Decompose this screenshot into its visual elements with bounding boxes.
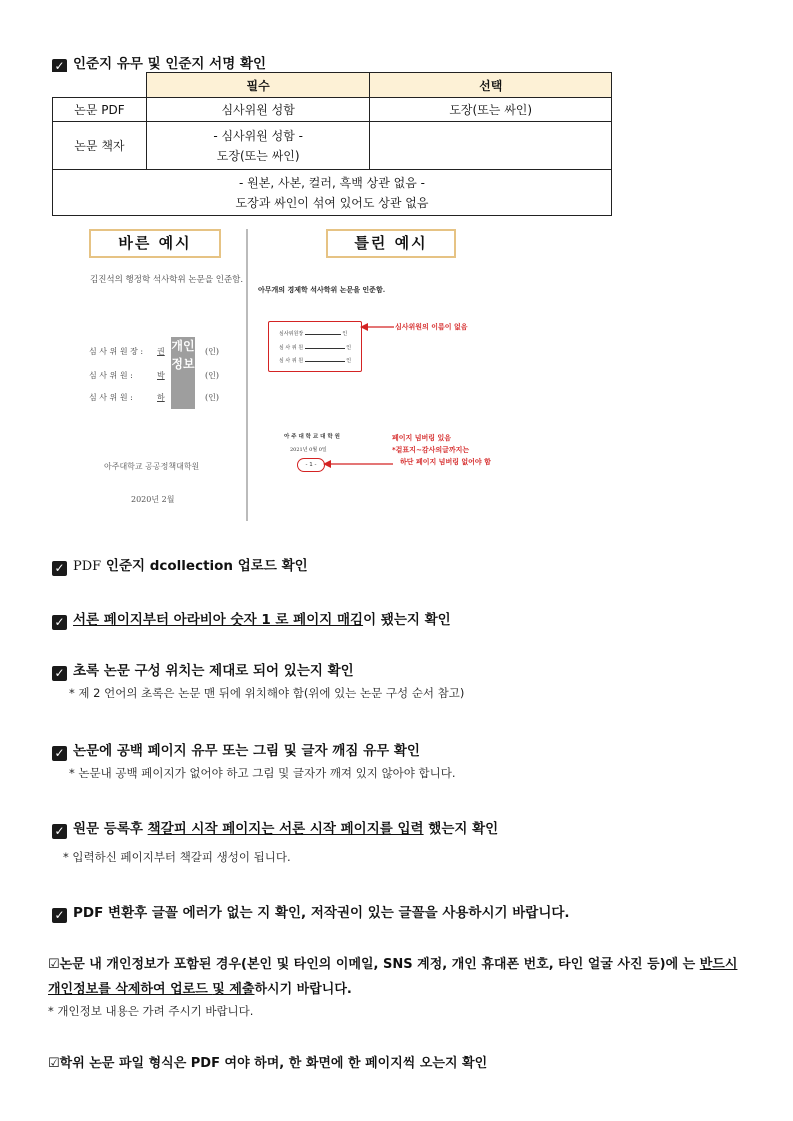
annotation-line: 페이지 넘버링 있음 bbox=[392, 434, 451, 442]
footer-line: 도장과 싸인이 섞여 있어도 상관 없음 bbox=[235, 195, 429, 210]
format-item bbox=[48, 1052, 487, 1071]
checkbox-checked-icon: ✓ bbox=[52, 59, 67, 74]
required-cell: 심사위원 성함 bbox=[146, 98, 370, 122]
item-text: 초록 논문 구성 위치는 제대로 되어 있는지 확인 bbox=[73, 663, 354, 679]
required-cell bbox=[146, 122, 370, 170]
judge-name: 박 bbox=[157, 371, 165, 380]
wrong-date: 2021년 0월 0일 bbox=[290, 447, 327, 453]
judge-seal: 인 bbox=[342, 331, 348, 337]
item-text-pdf: PDF bbox=[73, 559, 102, 574]
example-divider bbox=[246, 229, 248, 521]
judge-seal: (인) bbox=[205, 347, 219, 356]
judge-name: 하 bbox=[157, 393, 165, 402]
table-row-pdf bbox=[53, 98, 612, 122]
approval-requirements-table bbox=[52, 72, 612, 216]
arrow-left-icon bbox=[360, 322, 394, 332]
table-corner-cell bbox=[53, 73, 147, 98]
privacy-text-underlined: 개인정보를 삭제하여 업로드 bbox=[48, 982, 213, 997]
item-text: 원문 등록후 bbox=[73, 821, 148, 837]
wrong-school: 아 주 대 학 교 대 학 원 bbox=[284, 434, 340, 440]
required-line: - 심사위원 성함 - bbox=[213, 128, 303, 143]
checklist-item-bookmark bbox=[52, 817, 498, 839]
item-text: 논문에 공백 페이지 유무 또는 그림 및 글자 깨짐 유무 확인 bbox=[73, 743, 420, 759]
correct-school: 아주대학교 공공정책대학원 bbox=[104, 462, 200, 471]
wrong-intro: 아무개의 경제학 석사학위 논문을 인준함. bbox=[258, 285, 386, 294]
checkbox-checked-icon: ✓ bbox=[52, 746, 67, 761]
wrong-page-number: - 1 - bbox=[297, 458, 325, 472]
item-text: 인준지 dcollection 업로드 확인 bbox=[101, 558, 308, 574]
arrow-left-icon bbox=[323, 459, 393, 469]
required-line: 도장(또는 싸인) bbox=[216, 148, 300, 163]
checkbox-checked-icon: ✓ bbox=[52, 908, 67, 923]
header-optional: 선택 bbox=[370, 73, 612, 98]
checklist-item-page-numbering bbox=[52, 608, 451, 630]
table-header-row bbox=[53, 73, 612, 98]
judge-seal: (인) bbox=[205, 371, 219, 380]
wrong-example-label: 틀린 예시 bbox=[326, 229, 456, 258]
correct-date: 2020년 2월 bbox=[131, 495, 175, 504]
row-label: 논문 책자 bbox=[53, 122, 147, 170]
item-text: 했는지 확인 bbox=[423, 821, 499, 837]
table-footer-row bbox=[53, 170, 612, 216]
annotation-line: 하단 페이지 넘버링 없어야 함 bbox=[400, 458, 491, 466]
checkbox-outline-icon: ☑ bbox=[48, 1056, 60, 1071]
checklist-note-bookmark: * 입력하신 페이지부터 책갈피 생성이 됩니다. bbox=[63, 850, 291, 864]
annotation-page-numbering bbox=[392, 432, 491, 468]
judge-name-blank bbox=[305, 334, 341, 335]
annotation-line: *겉표지~감사의글까지는 bbox=[392, 446, 470, 454]
judge-seal: (인) bbox=[205, 393, 219, 402]
footer-line: - 원본, 사본, 컬러, 흑백 상관 없음 - bbox=[239, 175, 425, 190]
judge-role: 심 사 위 원 장 : bbox=[89, 347, 144, 356]
section-approval-title: 인준지 유무 및 인준지 서명 확인 bbox=[73, 56, 267, 72]
wrong-judge-row bbox=[279, 357, 351, 364]
judge-name-blank bbox=[305, 361, 345, 362]
checklist-note-abstract: * 제 2 언어의 초록은 논문 맨 뒤에 위치해야 함(위에 있는 논문 구성 순서 참고) bbox=[69, 686, 465, 700]
privacy-text-underlined: 반드시 bbox=[699, 957, 738, 972]
section-approval-heading bbox=[52, 52, 266, 74]
correct-judge-row bbox=[89, 392, 219, 403]
format-text: 학위 논문 파일 형식은 PDF 여야 하며, 한 화면에 한 페이지씩 오는지 확인 bbox=[59, 1056, 488, 1071]
header-required: 필수 bbox=[146, 73, 370, 98]
row-label: 논문 PDF bbox=[53, 98, 147, 122]
checkbox-outline-icon: ☑ bbox=[48, 957, 60, 972]
checkbox-checked-icon: ✓ bbox=[52, 824, 67, 839]
checklist-item-font bbox=[52, 901, 570, 923]
correct-example-label: 바른 예시 bbox=[89, 229, 221, 258]
correct-intro: 김진석의 행정학 석사학위 논문을 인준함. bbox=[90, 275, 244, 285]
item-text-underlined: 서론 페이지부터 아라비아 숫자 1 로 페이지 매김 bbox=[73, 612, 364, 628]
judge-name-blank bbox=[305, 348, 345, 349]
privacy-line-1 bbox=[48, 952, 737, 977]
privacy-text-underlined: 및 제출 bbox=[212, 982, 255, 997]
item-text: PDF 변환후 글꼴 에러가 없는 지 확인, 저작권이 있는 글꼴을 사용하시기 바랍니다. bbox=[73, 905, 570, 921]
checkbox-checked-icon: ✓ bbox=[52, 561, 67, 576]
judge-seal: 인 bbox=[346, 345, 352, 351]
checklist-item-abstract bbox=[52, 659, 354, 681]
checklist-note-blank-page: * 논문내 공백 페이지가 없어야 하고 그림 및 글자가 깨져 있지 않아야 합니다. bbox=[69, 766, 456, 780]
annotation-no-names: 심사위원의 이름이 없음 bbox=[395, 323, 468, 331]
footer-cell bbox=[53, 170, 612, 216]
checklist-item-dcollection bbox=[52, 554, 308, 576]
correct-judge-row bbox=[89, 346, 219, 357]
table-row-book bbox=[53, 122, 612, 170]
judge-role: 심 사 위 원 bbox=[279, 345, 304, 351]
judge-role: 심 사 위 원 bbox=[279, 358, 304, 364]
checkbox-checked-icon: ✓ bbox=[52, 666, 67, 681]
wrong-judge-row bbox=[279, 330, 347, 337]
privacy-mask-box: 개인정보 bbox=[171, 337, 195, 409]
checklist-item-blank-page bbox=[52, 739, 420, 761]
judge-name: 권 bbox=[157, 347, 165, 356]
checkbox-checked-icon: ✓ bbox=[52, 615, 67, 630]
optional-cell: 도장(또는 싸인) bbox=[370, 98, 612, 122]
judge-role: 심 사 위 원 : bbox=[89, 393, 133, 402]
privacy-note: * 개인정보 내용은 가려 주시기 바랍니다. bbox=[48, 1004, 254, 1018]
wrong-judge-row bbox=[279, 344, 351, 351]
judge-role: 심사위원장 bbox=[279, 331, 304, 337]
privacy-text: 논문 내 개인정보가 포함된 경우(본인 및 타인의 이메일, SNS 계정, 개인 휴대폰 번호, 타인 얼굴 사진 등)에 는 bbox=[59, 957, 700, 972]
privacy-line-2 bbox=[48, 977, 737, 1002]
correct-judge-row bbox=[89, 370, 219, 381]
privacy-text: 하시기 바랍니다. bbox=[254, 982, 352, 997]
optional-cell bbox=[370, 122, 612, 170]
judge-seal: 인 bbox=[346, 358, 352, 364]
privacy-item bbox=[48, 952, 737, 1002]
judge-role: 심 사 위 원 : bbox=[89, 371, 133, 380]
wrong-judges-box bbox=[268, 321, 362, 372]
item-text-underlined: 책갈피 시작 페이지는 서론 시작 페이지를 입력 bbox=[147, 821, 424, 837]
item-text: 이 됐는지 확인 bbox=[363, 612, 451, 628]
